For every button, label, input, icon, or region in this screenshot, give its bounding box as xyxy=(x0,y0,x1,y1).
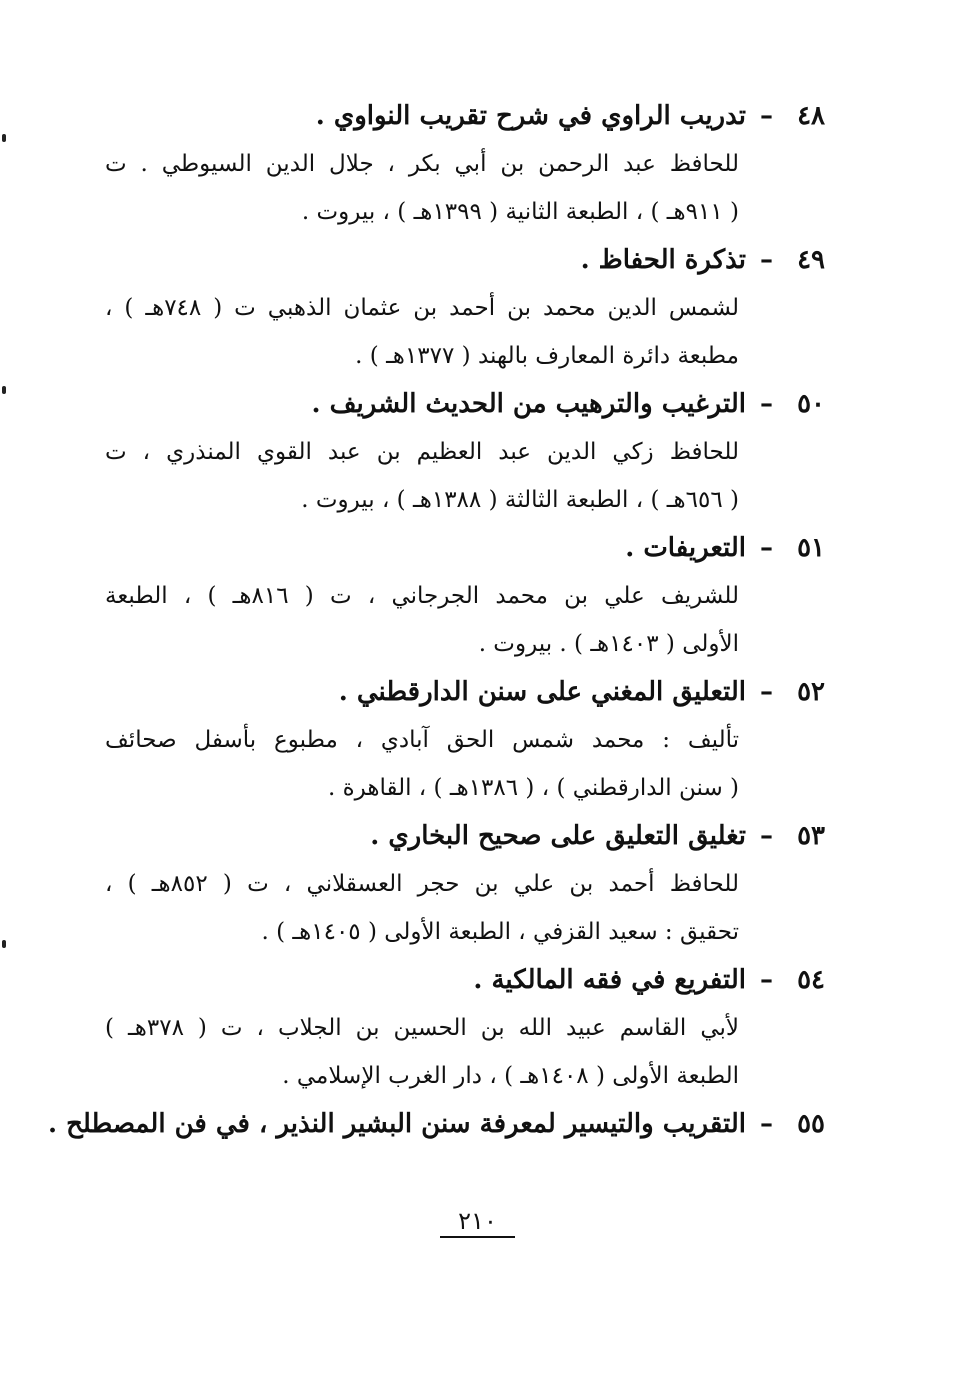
entry-number: ٥٥ xyxy=(797,1109,825,1139)
entry-title: تغليق التعليق على صحيح البخاري . xyxy=(370,821,746,851)
entry-dash: – xyxy=(760,965,773,995)
entry-description-line: ( ٩١١هـ ) ، الطبعة الثانية ( ١٣٩٩هـ ) ، بيروت . xyxy=(301,199,739,225)
entry-description-line: مطبعة دائرة المعارف بالهند ( ١٣٧٧هـ ) . xyxy=(355,343,739,369)
bibliography-entry xyxy=(105,812,825,956)
bibliography-entry xyxy=(105,92,825,236)
bibliography-entry xyxy=(48,1100,825,1148)
scan-mark xyxy=(2,940,6,948)
entry-title: تذكرة الحفاظ . xyxy=(580,245,746,275)
entry-number: ٥١ xyxy=(797,533,825,563)
bibliography-entry xyxy=(105,380,825,524)
entry-description-line: للحافظ زكي الدين عبد العظيم بن عبد القوي المنذري ، ت xyxy=(105,439,739,465)
entry-title-line xyxy=(105,236,825,284)
entry-dash: – xyxy=(760,533,773,563)
page-number xyxy=(0,1206,955,1238)
entry-description-line: للشريف علي بن محمد الجرجاني ، ت ( ٨١٦هـ ) ، الطبعة xyxy=(105,583,739,609)
scan-mark xyxy=(2,386,6,394)
bibliography-entry xyxy=(105,956,825,1100)
entry-dash: – xyxy=(760,1109,773,1139)
entry-description-line: ( سنن الدارقطني ) ، ( ١٣٨٦هـ ) ، القاهرة . xyxy=(327,775,739,801)
bibliography-entry xyxy=(105,668,825,812)
entry-description-line: تحقيق : سعيد القزفي ، الطبعة الأولى ( ١٤٠٥هـ ) . xyxy=(261,919,739,945)
entry-description-line: الطبعة الأولى ( ١٤٠٨هـ ) ، دار الغرب الإسلامي . xyxy=(282,1063,739,1089)
entry-title: التعليق المغني على سنن الدارقطني . xyxy=(338,677,746,707)
entry-dash: – xyxy=(760,821,773,851)
entry-title: التفريع في فقه المالكية . xyxy=(473,965,746,995)
entry-title-line xyxy=(105,812,825,860)
entry-number: ٥٠ xyxy=(797,389,825,419)
entry-number: ٤٨ xyxy=(797,101,825,131)
entry-description-line: تأليف : محمد شمس الحق آبادي ، مطبوع بأسفل صحائف xyxy=(105,727,739,753)
entry-title: التعريفات . xyxy=(625,533,746,563)
entry-number: ٥٤ xyxy=(797,965,825,995)
entry-dash: – xyxy=(760,101,773,131)
entry-title-line xyxy=(105,92,825,140)
entry-description-line: للحافظ أحمد بن علي بن حجر العسقلاني ، ت ( ٨٥٢هـ ) ، xyxy=(105,871,739,897)
entry-description-line: الأولى ( ١٤٠٣هـ ) . بيروت . xyxy=(478,631,739,657)
entry-description-line: ( ٦٥٦هـ ) ، الطبعة الثالثة ( ١٣٨٨هـ ) ، بيروت . xyxy=(301,487,739,513)
entry-description-line: لأبي القاسم عبيد الله بن الحسين بن الجلاب ، ت ( ٣٧٨هـ ) xyxy=(105,1015,740,1041)
entry-dash: – xyxy=(760,245,773,275)
entry-title-line xyxy=(48,1100,825,1148)
entry-title-line xyxy=(105,956,825,1004)
scan-mark xyxy=(2,134,6,142)
entry-description-line: لشمس الدين محمد بن أحمد بن عثمان الذهبي ت ( ٧٤٨هـ ) ، xyxy=(105,295,739,321)
entry-title-line xyxy=(105,668,825,716)
entry-title: الترغيب والترهيب من الحديث الشريف . xyxy=(311,389,746,419)
page-number-text: ٢١٠ xyxy=(440,1206,515,1238)
entry-dash: – xyxy=(760,389,773,419)
entry-description-line: للحافظ عبد الرحمن بن أبي بكر ، جلال الدين السيوطي . ت xyxy=(105,151,739,177)
entry-number: ٥٣ xyxy=(797,821,825,851)
bibliography-entry xyxy=(105,236,825,380)
entry-title-line xyxy=(105,380,825,428)
bibliography-list xyxy=(48,92,825,1148)
entry-dash: – xyxy=(760,677,773,707)
entry-number: ٥٢ xyxy=(797,677,825,707)
entry-title: التقريب والتيسير لمعرفة سنن البشير النذير ، في فن المصطلح . xyxy=(48,1109,746,1139)
entry-number: ٤٩ xyxy=(797,245,825,275)
entry-title-line xyxy=(105,524,825,572)
bibliography-entry xyxy=(105,524,825,668)
entry-title: تدريب الراوي في شرح تقريب النواوي . xyxy=(315,101,746,131)
